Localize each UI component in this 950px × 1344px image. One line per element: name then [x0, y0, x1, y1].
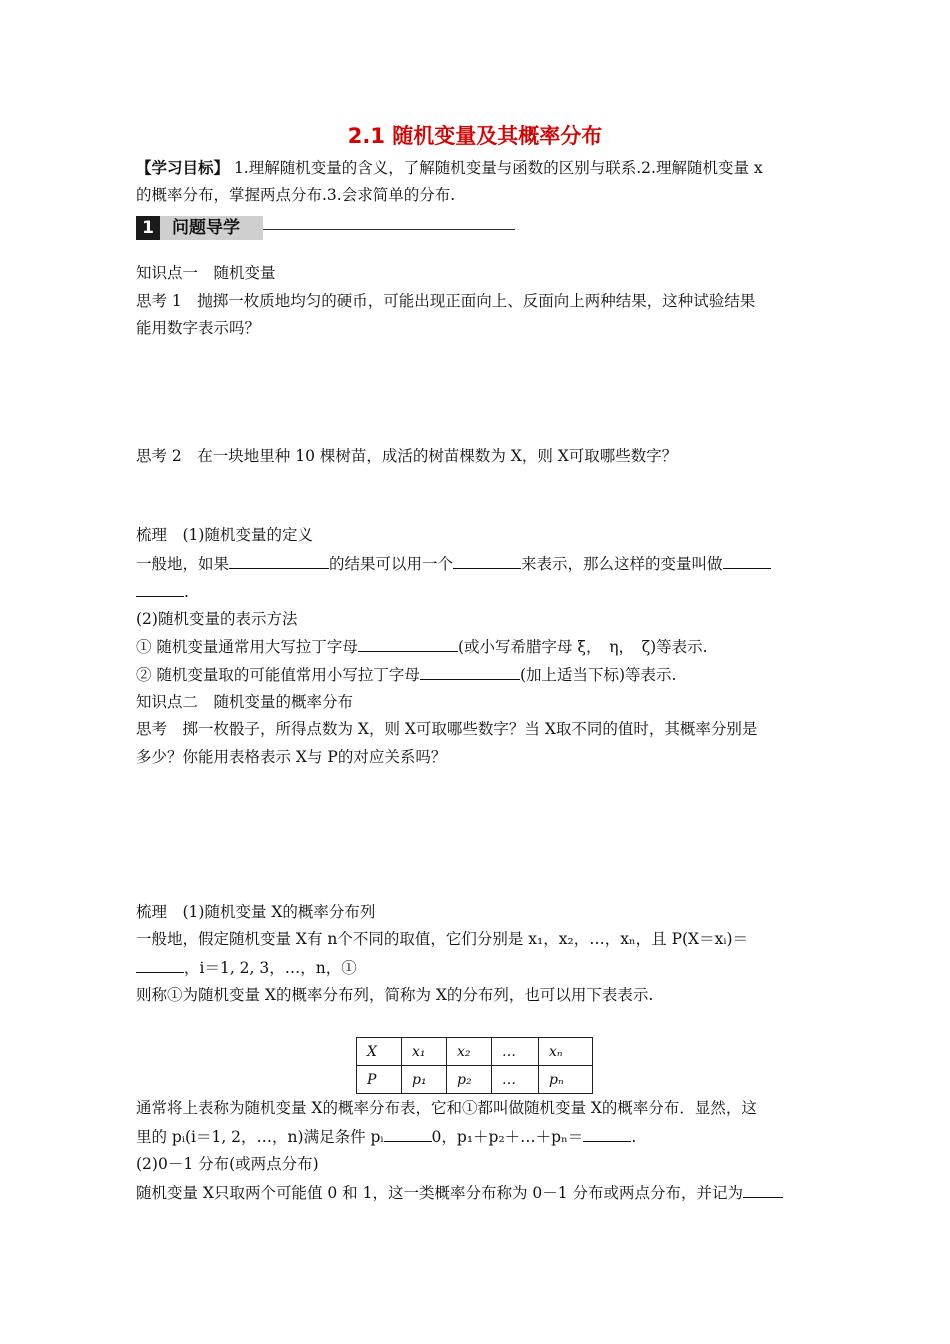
blank-experiment[interactable] — [229, 553, 329, 569]
blank-lowercase-letters[interactable] — [420, 664, 520, 680]
blank-name-part2[interactable] — [136, 581, 184, 597]
section-number-badge: 1 — [136, 216, 160, 240]
think2: 思考 2 在一块地里种 10 棵树苗，成活的树苗棵数为 X，则 X可取哪些数字？ — [136, 447, 678, 465]
after-table-line1: 通常将上表称为随机变量 X的概率分布表，它和①都叫做随机变量 X的概率分布．显然，这 — [136, 1099, 757, 1117]
blank-notation[interactable] — [743, 1182, 783, 1198]
table-cell: P — [357, 1066, 402, 1094]
table-cell: x₁ — [402, 1038, 447, 1066]
representation-item1 — [136, 636, 708, 657]
table-cell: … — [492, 1038, 539, 1066]
item2-text-a: ② 随机变量取的可能值常用小写拉丁字母 — [136, 666, 420, 684]
table-row — [357, 1066, 593, 1094]
summary1-heading: 梳理 (1)随机变量的定义 — [136, 526, 313, 544]
two-point-text: 随机变量 X只取两个可能值 0 和 1，这一类概率分布称为 0－1 分布或两点分布，并记为 — [136, 1184, 744, 1202]
table-cell: xₙ — [539, 1038, 593, 1066]
representation-heading: (2)随机变量的表示方法 — [136, 610, 298, 628]
think1-line2: 能用数字表示吗？ — [136, 319, 261, 337]
definition-end: . — [184, 583, 189, 601]
distribution-line2-text: ，i＝1, 2, 3，…，n，① — [184, 959, 357, 977]
item1-text-a: ① 随机变量通常用大写拉丁字母 — [136, 638, 358, 656]
item2-text-b: (加上适当下标)等表示. — [519, 666, 677, 684]
blank-condition[interactable] — [384, 1126, 432, 1142]
item1-text-b: (或小写希腊字母 ξ， η， ζ)等表示. — [457, 638, 708, 656]
section-rule — [263, 229, 515, 230]
definition-line2 — [136, 581, 189, 602]
blank-capital-letters[interactable] — [358, 636, 458, 652]
distribution-line2 — [136, 957, 357, 978]
distribution-line3: 则称①为随机变量 X的概率分布列，简称为 X的分布列，也可以用下表表示. — [136, 986, 654, 1004]
learning-goals-label: 【学习目标】 — [136, 159, 230, 177]
definition-text-a: 一般地，如果 — [136, 555, 230, 573]
after-table-text-c: . — [631, 1128, 637, 1146]
two-point-heading: (2)0－1 分布(或两点分布) — [136, 1155, 319, 1173]
table-cell: X — [357, 1038, 402, 1066]
think3-line1: 思考 掷一枚骰子，所得点数为 X，则 X可取哪些数字？当 X取不同的值时，其概率分别是 — [136, 720, 758, 738]
definition-line — [136, 553, 771, 574]
distribution-line1: 一般地，假定随机变量 X有 n个不同的取值，它们分别是 x₁，x₂，…，xₙ，且 P(X＝xᵢ)＝ — [136, 930, 749, 948]
table-cell: x₂ — [447, 1038, 492, 1066]
learning-goals-text1: 1.理解随机变量的含义，了解随机变量与函数的区别与联系.2.理解随机变量 x — [229, 159, 763, 177]
table-cell: pₙ — [539, 1066, 593, 1094]
definition-text-b: 的结果可以用一个 — [329, 555, 454, 573]
definition-text-c: 来表示，那么这样的变量叫做 — [521, 555, 723, 573]
learning-goals-line1 — [136, 158, 763, 178]
two-point-line — [136, 1182, 783, 1203]
representation-item2 — [136, 664, 676, 685]
after-table-text-a: 里的 pᵢ(i＝1, 2，…，n)满足条件 pᵢ — [136, 1128, 384, 1146]
distribution-table — [356, 1037, 593, 1094]
blank-probability[interactable] — [136, 957, 184, 973]
think3-line2: 多少？你能用表格表示 X与 P的对应关系吗？ — [136, 748, 447, 766]
after-table-text-b: 0，p₁＋p₂＋…＋pₙ＝ — [431, 1128, 584, 1146]
think1-line1: 思考 1 抛掷一枚质地均匀的硬币，可能出现正面向上、反面向上两种结果，这种试验结果 — [136, 292, 756, 310]
knowledge-point-1: 知识点一 随机变量 — [136, 264, 276, 282]
blank-name-part1[interactable] — [723, 553, 771, 569]
table-row — [357, 1038, 593, 1066]
blank-sum[interactable] — [583, 1126, 631, 1142]
learning-goals-line2: 的概率分布，掌握两点分布.3.会求简单的分布. — [136, 186, 456, 204]
page-title: 2.1 随机变量及其概率分布 — [347, 124, 603, 148]
blank-variable[interactable] — [453, 553, 521, 569]
table-cell: p₂ — [447, 1066, 492, 1094]
section-title: 问题导学 — [160, 216, 263, 240]
knowledge-point-2: 知识点二 随机变量的概率分布 — [136, 693, 354, 711]
after-table-line2 — [136, 1126, 636, 1147]
summary2-heading: 梳理 (1)随机变量 X的概率分布列 — [136, 903, 376, 921]
table-cell: … — [492, 1066, 539, 1094]
table-cell: p₁ — [402, 1066, 447, 1094]
